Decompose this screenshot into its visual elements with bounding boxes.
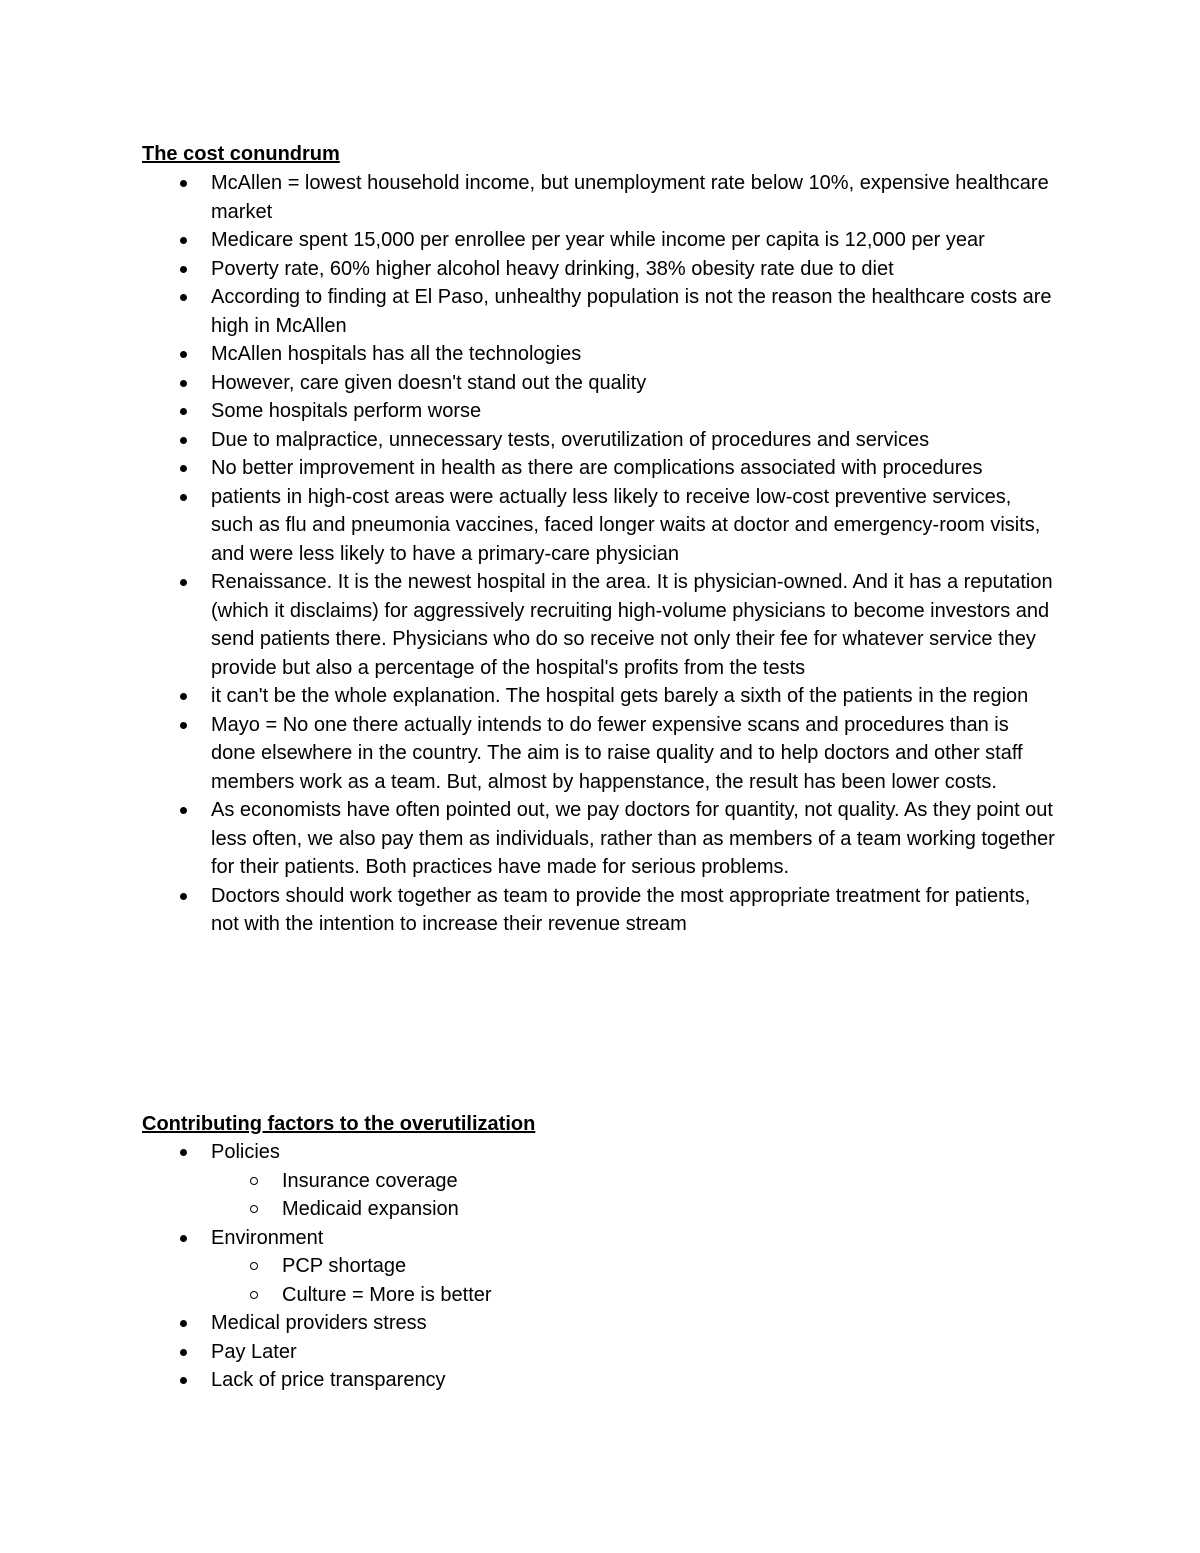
hollow-bullet-icon [250, 1262, 258, 1270]
bullet-icon [180, 266, 187, 273]
list-item-medical-providers-stress [142, 1309, 1057, 1338]
list-item [142, 682, 1057, 711]
list-item [142, 882, 1057, 939]
bullet-icon [180, 693, 187, 700]
list-item-text: Poverty rate, 60% higher alcohol heavy drinking, 38% obesity rate due to diet [211, 257, 894, 280]
list-item [142, 483, 1057, 569]
sublist-item-text: Medicaid expansion [282, 1198, 459, 1220]
bullet-icon [180, 351, 187, 358]
bullet-icon [180, 1349, 187, 1356]
list-item-text: McAllen = lowest household income, but unemployment rate below 10%, expensive healthcare market [211, 172, 1049, 223]
list-item [142, 169, 1057, 226]
bullet-icon [180, 722, 187, 729]
bullet-icon [180, 1377, 187, 1384]
sublist-item [211, 1195, 1057, 1224]
hollow-bullet-icon [250, 1291, 258, 1299]
sublist-item-text: PCP shortage [282, 1255, 407, 1277]
bullet-icon [180, 1320, 187, 1327]
list-item-text: Doctors should work together as team to provide the most appropriate treatment for patients, not with the intention to increase their revenue stream [211, 884, 1031, 935]
bullet-icon [180, 180, 187, 187]
bullet-icon [180, 380, 187, 387]
sublist-item [211, 1281, 1057, 1310]
list-item [142, 397, 1057, 426]
list-item [142, 426, 1057, 455]
list-item-text: it can't be the whole explanation. The hospital gets barely a sixth of the patients in the region [211, 685, 1029, 707]
list-item [142, 255, 1057, 284]
list-item [142, 369, 1057, 398]
bullet-icon [180, 579, 187, 586]
list-item [142, 340, 1057, 369]
list-item-text: Environment [211, 1226, 324, 1249]
list-item-text: Renaissance. It is the newest hospital in the area. It is physician-owned. And it has a reputation (which it disclaims) for aggressively recruiting high-volume physicians to become investors and send patients there. Physicians who do so receive not only their fee for whatever service they provide but also a percentage of the hospital's profits from the tests [211, 571, 1053, 679]
list-item-text: As economists have often pointed out, we pay doctors for quantity, not quality. As they point out less often, we also pay them as individuals, rather than as members of a team working together for their patients. Both practices have made for serious problems. [211, 799, 1055, 878]
list-item-environment [142, 1224, 1057, 1310]
bullet-icon [180, 807, 187, 814]
sublist-item-text: Insurance coverage [282, 1169, 458, 1192]
list-item [142, 568, 1057, 682]
contributing-factors-list [142, 1138, 1057, 1395]
list-item-text: Mayo = No one there actually intends to do fewer expensive scans and procedures than is done elsewhere in the country. The aim is to raise quality and to help doctors and other staff members work as a team. But, almost by happenstance, the result has been lower costs. [211, 713, 1023, 793]
list-item-text: Some hospitals perform worse [211, 400, 482, 422]
list-item-text: Policies [211, 1141, 280, 1163]
list-item [142, 711, 1057, 797]
list-item [142, 226, 1057, 255]
bullet-icon [180, 408, 187, 415]
list-item-text: Pay Later [211, 1340, 297, 1363]
bullet-icon [180, 465, 187, 472]
bullet-icon [180, 1235, 187, 1242]
list-item-text: No better improvement in health as there are complications associated with procedures [211, 457, 983, 479]
hollow-bullet-icon [250, 1205, 258, 1213]
list-item [142, 454, 1057, 483]
list-item [142, 796, 1057, 882]
section-title-cost-conundrum: The cost conundrum [142, 143, 340, 165]
bullet-icon [180, 1149, 187, 1156]
bullet-icon [180, 237, 187, 244]
list-item-text: Medicare spent 15,000 per enrollee per year while income per capita is 12,000 per year [211, 229, 985, 251]
hollow-bullet-icon [250, 1177, 258, 1185]
bullet-icon [180, 294, 187, 301]
list-item-price-transparency [142, 1366, 1057, 1395]
list-item-policies [142, 1138, 1057, 1224]
sublist-policies [211, 1167, 1057, 1224]
sublist-environment [211, 1252, 1057, 1309]
bullet-icon [180, 437, 187, 444]
bullet-icon [180, 893, 187, 900]
cost-conundrum-list [142, 169, 1057, 939]
list-item-text: However, care given doesn't stand out the quality [211, 371, 647, 394]
list-item-text: Lack of price transparency [211, 1369, 446, 1391]
list-item [142, 283, 1057, 340]
list-item-text: Medical providers stress [211, 1312, 427, 1334]
list-item-text: Due to malpractice, unnecessary tests, overutilization of procedures and services [211, 428, 930, 451]
sublist-item-text: Culture = More is better [282, 1283, 492, 1306]
sublist-item [211, 1167, 1057, 1196]
bullet-icon [180, 494, 187, 501]
sublist-item [211, 1252, 1057, 1281]
list-item-text: According to finding at El Paso, unhealthy population is not the reason the healthcare costs are high in McAllen [211, 286, 1052, 337]
section-title-contributing-factors: Contributing factors to the overutilization [142, 1113, 536, 1135]
list-item-text: McAllen hospitals has all the technologies [211, 343, 582, 365]
list-item-text: patients in high-cost areas were actually less likely to receive low-cost preventive services, such as flu and pneumonia vaccines, faced longer waits at doctor and emergency-room visits, and were less likely to have a primary-care physician [211, 485, 1041, 565]
list-item-pay-later [142, 1338, 1057, 1367]
